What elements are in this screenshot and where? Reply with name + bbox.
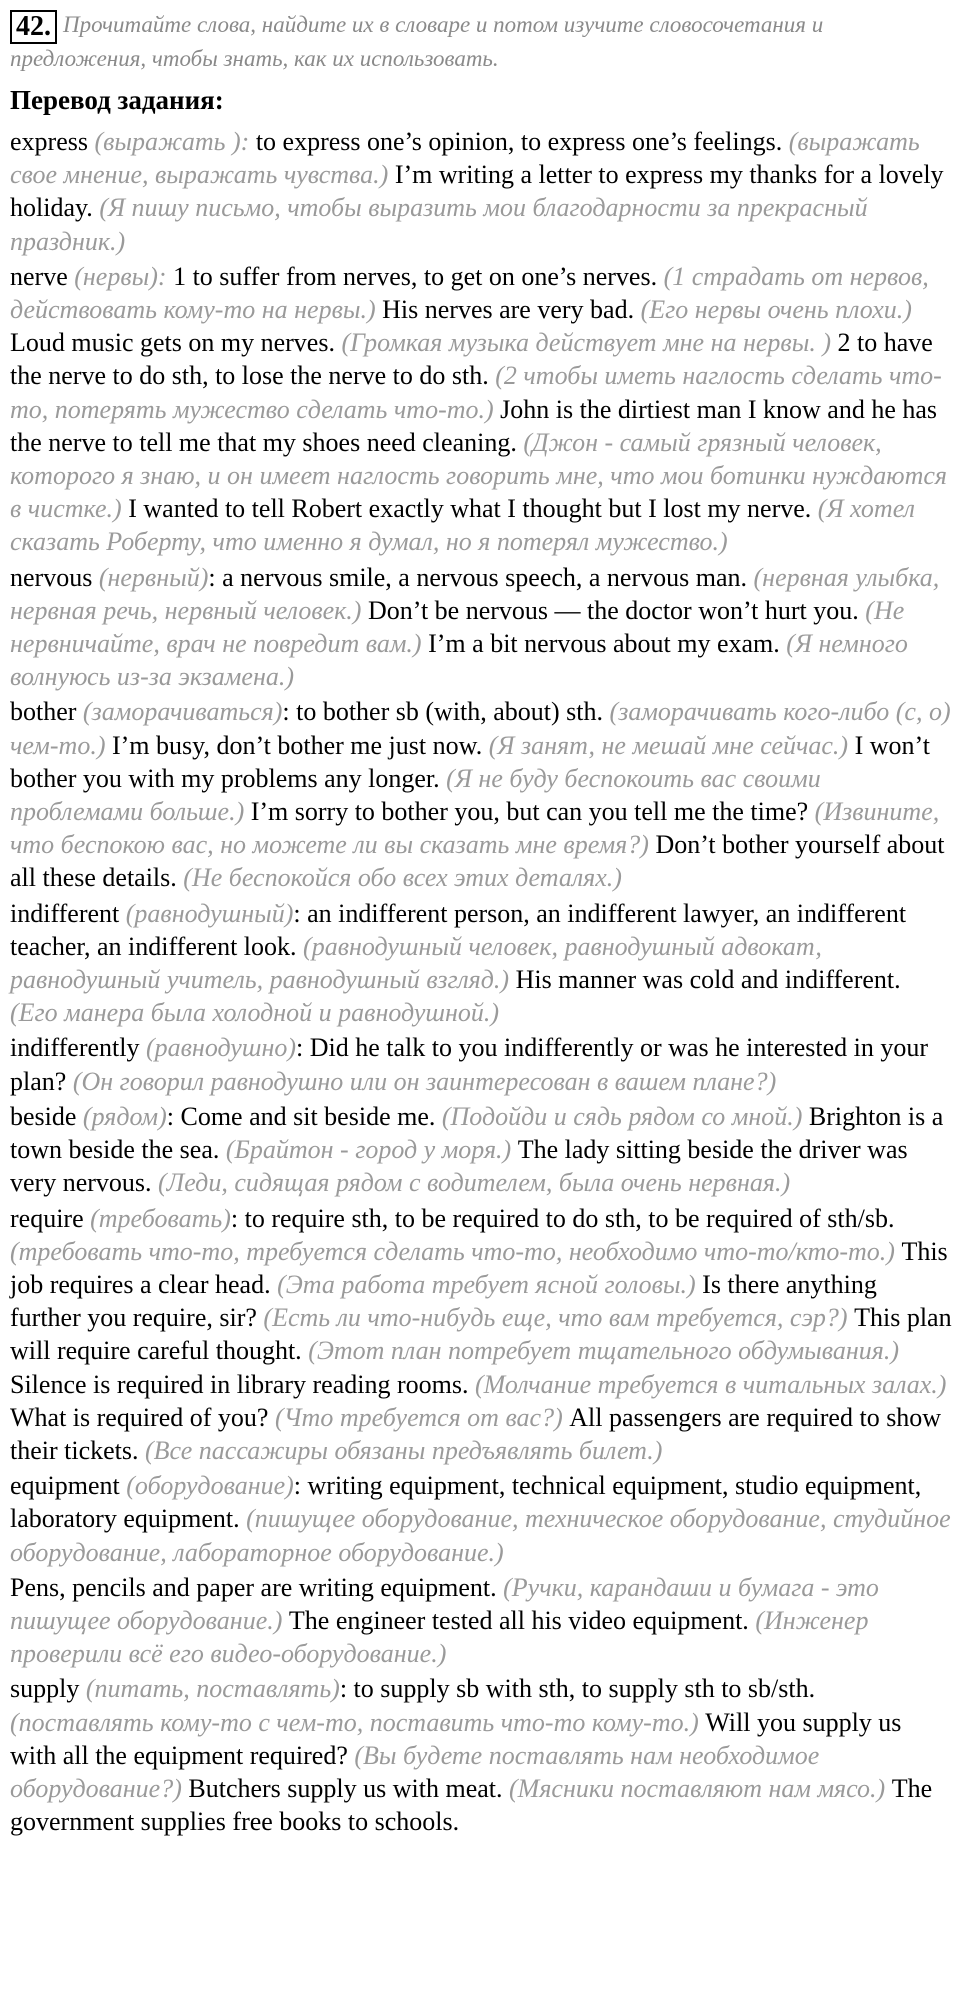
translation-text: (равнодушный) [125, 898, 294, 928]
english-text: 1 to suffer from nerves, to get on one’s nerves. [173, 261, 664, 291]
translation-text: (нервная улыбка, нервная речь, нервный человек.) [10, 562, 940, 625]
english-text: I’m busy, don’t bother me just now. [111, 730, 489, 760]
english-text: : writing equipment, technical equipment, studio equipment, laboratory equipment. [10, 1471, 922, 1534]
english-text: supply [10, 1674, 86, 1704]
translation-text: (Громкая музыка действует мне на нервы. ) [341, 328, 838, 358]
translation-text: (равнодушно) [145, 1033, 297, 1063]
translation-text: (Молчание требуется в читальных залах.) [474, 1369, 947, 1399]
translation-text: (2 чтобы иметь наглость сделать что-то, потерять мужество сделать что-то.) [10, 361, 942, 424]
translation-text: (Не беспокойся обо всех этих деталях.) [183, 863, 622, 893]
english-text: His nerves are very bad. [382, 295, 641, 325]
translation-text: (заморачивать кого-либо (с, о) чем-то.) [10, 697, 951, 760]
english-text: equipment [10, 1471, 127, 1501]
translation-text: (Я пишу письмо, чтобы выразить мои благодарности за прекрасный праздник.) [10, 193, 868, 256]
english-text: Don’t bother yourself about all these details. [10, 830, 945, 893]
translation-text: (выражать ): [94, 127, 256, 156]
task-instruction: Прочитайте слова, найдите их в словаре и потом изучите словосочетания и предложения, чтобы знать, как их использовать. [10, 12, 824, 71]
translation-text: (Я занят, не мешай мне сейчас.) [488, 730, 855, 760]
translation-text: (Мясники поставляют нам мясо.) [509, 1773, 892, 1803]
translation-text: (Этот план потребует тщательного обдумывания.) [308, 1336, 900, 1366]
english-text: : to bother sb (with, about) sth. [282, 697, 610, 727]
english-text: Butchers supply us with meat. [188, 1773, 510, 1803]
translation-text: (Что требуется от вас?) [274, 1402, 570, 1432]
english-text: This plan will require careful thought. [10, 1303, 952, 1366]
vocabulary-entry [10, 1031, 952, 1097]
translation-text: (Извините, что беспокою вас, но можете ли вы сказать мне время?) [10, 797, 940, 860]
translation-text: (Леди, сидящая рядом с водителем, была очень нервная.) [158, 1168, 791, 1198]
section-heading: Перевод задания: [10, 85, 224, 115]
english-text: beside [10, 1101, 83, 1131]
english-text: : a nervous smile, a nervous speech, a nervous man. [208, 562, 754, 592]
english-text: Silence is required in library reading rooms. [10, 1369, 475, 1399]
translation-text: (Его нервы очень плохи.) [640, 295, 912, 325]
english-text: Don’t be nervous — the doctor won’t hurt you. [367, 595, 866, 625]
translation-text: (требовать) [90, 1203, 231, 1233]
english-text: to express one’s opinion, to express one’s feelings. [255, 127, 789, 156]
translation-text: (нервный) [98, 562, 209, 592]
english-text: The government supplies free books to schools. [10, 1773, 933, 1837]
translation-text: (Я не буду беспокоить вас своими проблемами больше.) [10, 763, 821, 827]
english-text: Is there anything further you require, sir? [10, 1269, 877, 1333]
english-text: I’m a bit nervous about my exam. [428, 629, 787, 659]
vocabulary-entries [10, 125, 952, 1838]
english-text: I won’t bother you with my problems any longer. [10, 730, 930, 793]
translation-text: (равнодушный человек, равнодушный адвокат, равнодушный учитель, равнодушный взгляд.) [10, 931, 822, 995]
vocabulary-entry [10, 125, 952, 258]
english-text: bother [10, 697, 83, 727]
translation-text: (Не нервничайте, врач не повредит вам.) [10, 595, 905, 659]
translation-text: (Джон - самый грязный человек, которого я знаю, и он имеет наглость говорить мне, что мои ботинки нуждаются в чистке.) [10, 427, 947, 524]
english-text: I wanted to tell Robert exactly what I thought but I lost my nerve. [128, 494, 818, 524]
translation-text: (выражать свое мнение, выражать чувства.) [10, 127, 920, 190]
english-text: nervous [10, 562, 99, 592]
translation-text: (Брайтон - город у моря.) [225, 1135, 518, 1165]
translation-text: (Инженер проверили всё его видео-оборудование.) [10, 1605, 869, 1669]
vocabulary-entry [10, 1672, 952, 1838]
english-text: indifferent [10, 898, 126, 928]
english-text: Pens, pencils and paper are writing equipment. [10, 1572, 504, 1602]
english-text: require [10, 1203, 91, 1233]
english-text: 2 to have the nerve to do sth, to lose the nerve to do sth. [10, 328, 933, 391]
translation-text: (оборудование) [126, 1471, 294, 1501]
vocabulary-entry [10, 561, 952, 694]
translation-text: (Подойди и сядь рядом со мной.) [441, 1101, 809, 1131]
english-text: : to require sth, to be required to do sth, to be required of sth/sb. [230, 1203, 895, 1233]
english-text: I’m sorry to bother you, but can you tell me the time? [250, 797, 815, 827]
translation-text: (Все пассажиры обязаны предъявлять билет.) [145, 1435, 663, 1465]
english-text: His manner was cold and indifferent. [515, 965, 901, 995]
english-text: The engineer tested all his video equipment. [288, 1605, 756, 1635]
task-header [10, 10, 952, 73]
translation-text: (Ручки, карандаши и бумага - это пишущее оборудование.) [10, 1572, 879, 1635]
translation-text: (Вы будете поставлять нам необходимое оборудование?) [10, 1740, 820, 1803]
vocabulary-entry [10, 260, 952, 559]
translation-text: (1 страдать от нервов, действовать кому-то на нервы.) [10, 261, 929, 325]
english-text: Loud music gets on my nerves. [10, 328, 342, 358]
english-text: All passengers are required to show their tickets. [10, 1402, 942, 1465]
english-text: nerve [10, 261, 75, 291]
translation-text: (Он говорил равнодушно или он заинтересован в вашем плане?) [72, 1066, 777, 1096]
english-text: : Did he talk to you indifferently or was he interested in your plan? [10, 1033, 929, 1096]
translation-text: (поставлять кому-то с чем-то, поставить что-то кому-то.) [10, 1707, 706, 1737]
english-text: This job requires a clear head. [10, 1236, 948, 1299]
english-text: : an indifferent person, an indifferent lawyer, an indifferent teacher, an indifferent look. [10, 898, 907, 961]
english-text: express [10, 127, 95, 156]
vocabulary-entry [10, 1469, 952, 1569]
translation-text: (заморачиваться) [82, 697, 283, 727]
english-text: Will you supply us with all the equipment required? [10, 1707, 902, 1770]
translation-text: (Его манера была холодной и равнодушной.) [10, 998, 500, 1028]
english-text: I’m writing a letter to express my thanks for a lovely holiday. [10, 160, 944, 223]
english-text: : Come and sit beside me. [166, 1101, 442, 1131]
english-text: : to supply sb with sth, to supply sth to sb/sth. [339, 1674, 816, 1704]
translation-text: (нервы): [74, 261, 174, 291]
translation-text: (Эта работа требует ясной головы.) [277, 1269, 703, 1299]
translation-text: (Есть ли что-нибудь еще, что вам требуется, сэр?) [263, 1303, 855, 1333]
translation-text: (требовать что-то, требуется сделать что-то, необходимо что-то/кто-то.) [10, 1236, 902, 1266]
vocabulary-entry [10, 1571, 952, 1671]
translation-text: (рядом) [82, 1101, 167, 1131]
vocabulary-entry [10, 897, 952, 1030]
english-text: indifferently [10, 1033, 146, 1063]
task-number: 42. [10, 10, 57, 44]
translation-text: (пишущее оборудование, техническое оборудование, студийное оборудование, лабораторное оборудование.) [10, 1504, 951, 1567]
translation-text: (Я немного волнуюсь из-за экзамена.) [10, 629, 908, 692]
vocabulary-entry [10, 695, 952, 894]
translation-text: (Я хотел сказать Роберту, что именно я думал, но я потерял мужество.) [10, 494, 915, 557]
english-text: The lady sitting beside the driver was very nervous. [10, 1135, 908, 1198]
english-text: John is the dirtiest man I know and he has the nerve to tell me that my shoes need cleaning. [10, 394, 938, 457]
english-text: What is required of you? [10, 1402, 275, 1432]
vocabulary-entry [10, 1202, 952, 1468]
english-text: Brighton is a town beside the sea. [10, 1101, 944, 1165]
vocabulary-entry [10, 1100, 952, 1200]
translation-text: (питать, поставлять) [85, 1674, 340, 1704]
